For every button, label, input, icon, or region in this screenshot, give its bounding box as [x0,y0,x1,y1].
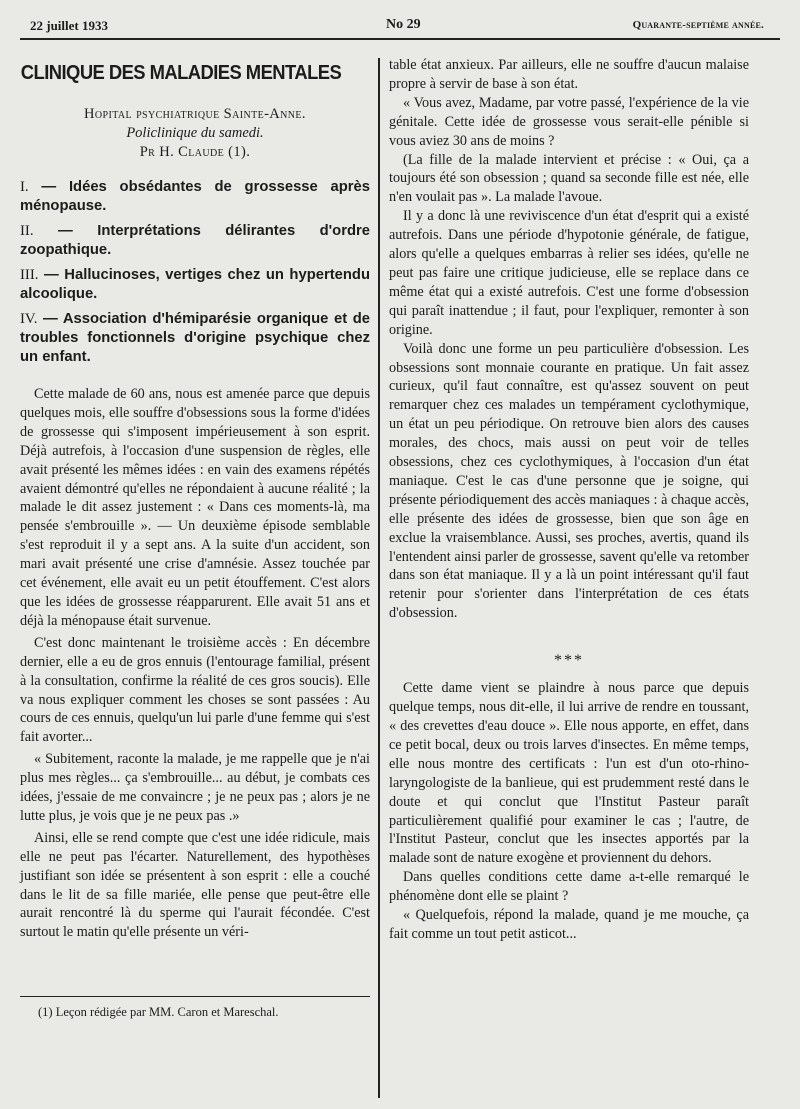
article-subtitle [20,105,370,162]
section-separator: *** [554,652,584,670]
paragraph: « Subitement, raconte la malade, je me rappelle que je n'ai plus mes règles... ça s'embrouille... au début, je combats ces idées, j'essaie de me convaincre ; je ne peux pas ; alors je ne lutte plus, je vois que je ne peux pas .» [20,751,370,824]
page-header [22,14,778,38]
paragraph: « Quelquefois, répond la malade, quand je me mouche, ça fait comme un tout petit asticot... [389,907,749,942]
paragraph: C'est donc maintenant le troisième accès : En décembre dernier, elle a eu de gros ennuis (l'entourage familial, présent à la consultation, confirme la réalité de ces gros soucis). Elle va nous expliquer comment les choses se sont passées : Au cours de ces ennuis, quelqu'un lui parle d'une femme qui s'est fait avorter... [20,634,370,746]
author-name: Pr H. Claude (1). [139,144,251,160]
toc-item: IV. — Association d'hémiparésie organique et de troubles fonctionnels d'origine psychique chez un enfant. [20,311,370,365]
paragraph: Il y a donc là une reviviscence d'un état d'esprit qui a existé autrefois. Dans une période d'hypotonie générale, de fatigue, alors qu'elle a quelques embarras à relier ses idées, qu'elle ne peut pas faire une critique judicieuse, elle se replace dans ce même état qui a existé autrefois. C'est une forme d'obsession qui paraît inattendue ; il faut, pour l'expliquer, remonter à son origine. [389,208,749,338]
paragraph: (La fille de la malade intervient et précise : « Oui, ça a toujours été son obsession ; quand sa seconde fille est née, elle n'en voulait pas ». La malade l'avoue. [389,151,749,206]
paragraph: table état anxieux. Par ailleurs, elle ne souffre d'aucun malaise propre à servir de base à son état. [389,57,749,92]
paragraph: Cette malade de 60 ans, nous est amenée parce que depuis quelques mois, elle souffre d'obsessions sous la forme d'idées de grossesse qui s'imposent impérieusement à son esprit. Déjà autrefois, à l'occasion d'une suspension de règles, elle avait présenté les mêmes idées : en vain des examens répétés avaient démontré qu'elles ne répondaient à aucune réalité ; la malade le dit assez justement : « Dans ces moments-là, ma pensée s'embrouille ». — Un deuxième épisode semblable s'est reproduit il y a sept ans. A la suite d'un accident, son mari avait présenté une crise d'amnésie. Assez touchée par cet événement, elle avait eu un petit étouffement. C'est alors que les idées de grossesse réapparurent. Elle avait 51 ans et déjà la ménopause était survenue. [20,386,370,629]
footnote-rule [20,996,370,997]
left-column [20,56,370,942]
right-column [389,56,749,944]
hospital-name: Hopital psychiatrique Sainte-Anne. [84,106,306,122]
paragraph: Voilà donc une forme un peu particulière d'obsession. Les obsessions sont monnaie courante en pratique. Un fait assez curieux, qu'il faut connaître, est qu'assez souvent on peut remarquer chez ces malades un tempérament cyclothymique, un état un peu périodique. On retrouve bien alors des causes morales, des chocs, mais aussi on peut voir de telles obsessions, chez ces cyclothymiques, à l'occasion d'un état maniaque. C'est le cas d'une personne que je soigne, qui présente périodiquement des accès maniaques : à chaque accès, elle présente des idées de grossesse, bien que son âge en exclue la vraisemblance. Aussi, ses proches, avertis, quand ils l'entendent ainsi parler de grossesse, savent qu'elle va retomber dans son état maniaque. Il y a là un point intéressant qu'il faut retenir pour s'orienter dans l'interprétation de ces états d'obsession. [389,340,749,622]
clinic-name: Policlinique du samedi. [126,125,264,141]
paragraph: Dans quelles conditions cette dame a-t-elle remarqué le phénomène dont elle se plaint ? [389,869,749,905]
toc-item: II. — Interprétations délirantes d'ordre zoopathique. [20,223,370,258]
left-body-text [20,385,370,942]
column-divider [378,58,380,1098]
issue-number: No 29 [386,17,421,32]
footnote: (1) Leçon rédigée par MM. Caron et Mareschal. [38,1005,279,1019]
header-rule [20,38,780,40]
toc-item: III. — Hallucinoses, vertiges chez un hypertendu alcoolique. [20,267,370,302]
issue-date: 22 juillet 1933 [30,18,108,33]
table-of-contents [20,178,370,367]
publication-year: Quarante-septième année. [632,19,764,31]
paragraph: « Vous avez, Madame, par votre passé, l'expérience de la vie génitale. Cette idée de grossesse vous serait-elle pénible si vous aviez 30 ans de moins ? [389,94,749,149]
paragraph: Cette dame vient se plaindre à nous parce que depuis quelque temps, nous dit-elle, il lui arrive de rendre en toussant, « des crevettes d'eau douce ». Elle nous apporte, en effet, dans ce petit bocal, deux ou trois larves d'insectes. En même temps, elle nous montre des certificats : l'un est d'un oto-rhino-laryngologiste de la banlieue, qui est prudemment resté dans le doute et qui conclut que l'Institut Pasteur paraît particulièrement qualifié pour examiner le cas ; l'autre, de l'Institut Pasteur, conclut que les insectes apportés par la malade sont de nature exogène et proviennent du dehors. [389,680,749,867]
paragraph: Ainsi, elle se rend compte que c'est une idée ridicule, mais elle ne peut pas l'écarter. Naturellement, des hypothèses justifiant son idée se présentent à son esprit : elle a couché dans le lit de sa fille mariée, elle pense que peut-être elle aurait rencontré là du sperme qui l'aurait fécondée. C'est surtout le matin qu'elle présente un véri- [20,829,370,941]
article-title: CLINIQUE DES MALADIES MENTALES [20,62,342,84]
toc-item: I. — Idées obsédantes de grossesse après ménopause. [20,179,370,214]
